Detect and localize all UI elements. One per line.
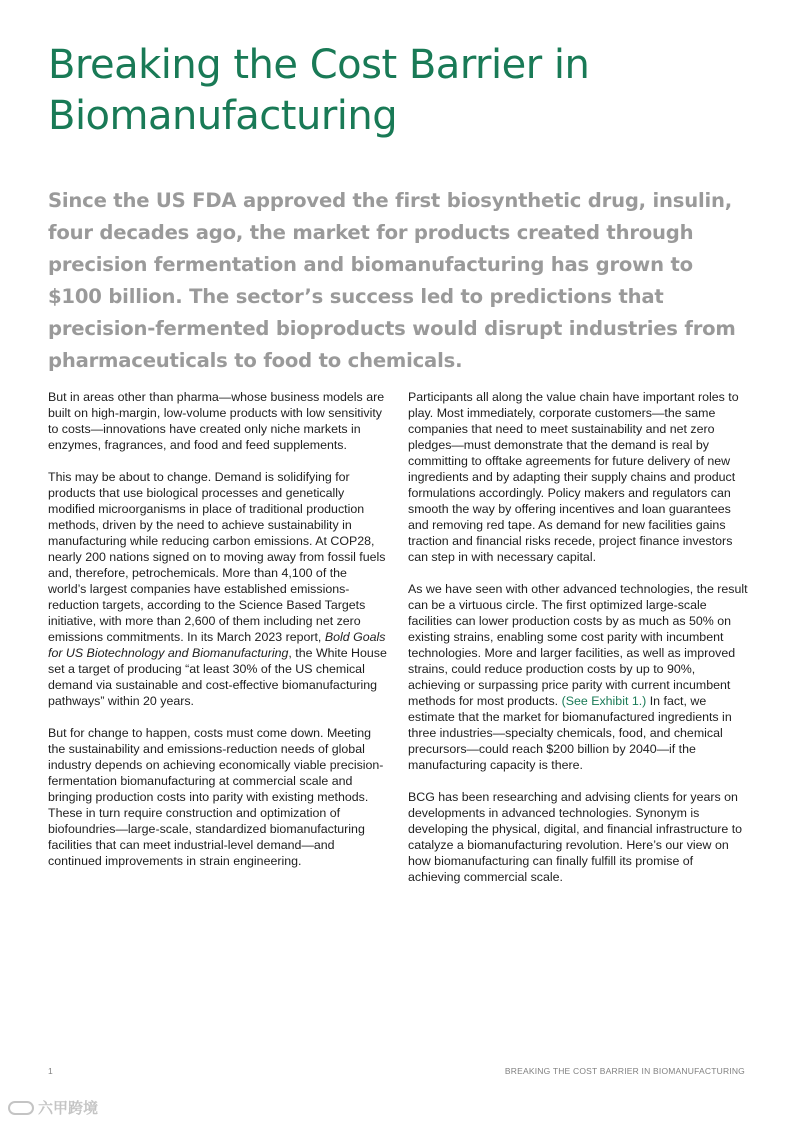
left-column xyxy=(48,389,388,885)
body-paragraph: But for change to happen, costs must come down. Meeting the sustainability and emissions-reduction needs of global industry depends on achieving economically viable precision-fermentation biomanufacturing at commercial scale and bringing production costs into parity with existing methods. These in turn require construction and optimization of biofoundries—large-scale, standardized biomanufacturing facilities that can meet industrial-level demand—and continued improvements in strain engineering. xyxy=(48,726,384,868)
body-paragraph: Participants all along the value chain have important roles to play. Most immediately, corporate customers—the same companies that need to meet sustainability and net zero pledges—must demonstrate that the demand is real by committing to offtake agreements for future delivery of new ingredients and by adapting their supply chains and product formulations accordingly. Policy makers and regulators can smooth the way by offering incentives and loan guarantees and removing red tape. As demand for new facilities gains traction and financial risks recede, project finance investors can step in with necessary capital. xyxy=(408,390,739,564)
exhibit-link[interactable]: (See Exhibit 1.) xyxy=(561,694,647,708)
page-title: Breaking the Cost Barrier in Biomanufacturing xyxy=(48,42,590,139)
watermark xyxy=(8,1097,98,1118)
body-paragraph xyxy=(408,581,748,773)
watermark-logo-icon xyxy=(8,1101,34,1115)
lede-paragraph: Since the US FDA approved the first biosynthetic drug, insulin, four decades ago, the market for products created through precision fermentation and biomanufacturing has grown to $100 billion. The sector’s success led to predictions that precision-fermented bioproducts would disrupt industries from pharmaceuticals to food to chemicals. xyxy=(48,189,736,372)
body-text: As we have seen with other advanced technologies, the result can be a virtuous circle. The first optimized large-scale facilities can lower production costs by as much as 50% on existing strains, enabling some cost parity with incumbent technologies. More and larger facilities, as well as improved strains, could reduce production costs by up to 90%, achieving or surpassing price parity with current incumbent methods for most products. xyxy=(408,582,748,708)
body-paragraph: But in areas other than pharma—whose business models are built on high-margin, low-volume products with low sensitivity to costs—innovations have created only niche markets in enzymes, fragrances, and food and feed supplements. xyxy=(48,390,385,452)
body-paragraph: BCG has been researching and advising clients for years on developments in advanced technologies. Synonym is developing the physical, digital, and financial infrastructure to catalyze a biomanufacturing revolution. Here’s our view on how biomanufacturing can finally fulfill its promise of achieving commercial scale. xyxy=(408,790,743,884)
report-title: Bold Goals for US Biotechnology and Biomanufacturing xyxy=(48,630,386,660)
running-title: BREAKING THE COST BARRIER IN BIOMANUFACTURING xyxy=(504,1066,745,1076)
body-paragraph xyxy=(48,469,388,709)
page-number: 1 xyxy=(48,1066,53,1076)
right-column xyxy=(408,389,748,901)
watermark-text: 六甲跨境 xyxy=(38,1100,99,1117)
body-text: In fact, we estimate that the market for biomanufactured ingredients in three industries—specialty chemicals, food, and chemical precursors—could reach $200 billion by 2040—if the manufacturing capacity is there. xyxy=(408,694,732,772)
body-text: This may be about to change. Demand is solidifying for products that use biological processes and genetically modified microorganisms in place of traditional production methods, driven by the need to achieve sustainability in manufacturing while reducing carbon emissions. At COP28, nearly 200 nations signed on to moving away from fossil fuels and, therefore, petrochemicals. More than 4,100 of the world’s largest companies have established emissions-reduction targets, according to the Science Based Targets initiative, with more than 2,600 of them including net zero emissions commitments. In its March 2023 report, xyxy=(48,470,386,644)
body-text: , the White House set a target of producing “at least 30% of the US chemical demand via sustainable and cost-effective biomanufacturing pathways” within 20 years. xyxy=(48,646,387,708)
